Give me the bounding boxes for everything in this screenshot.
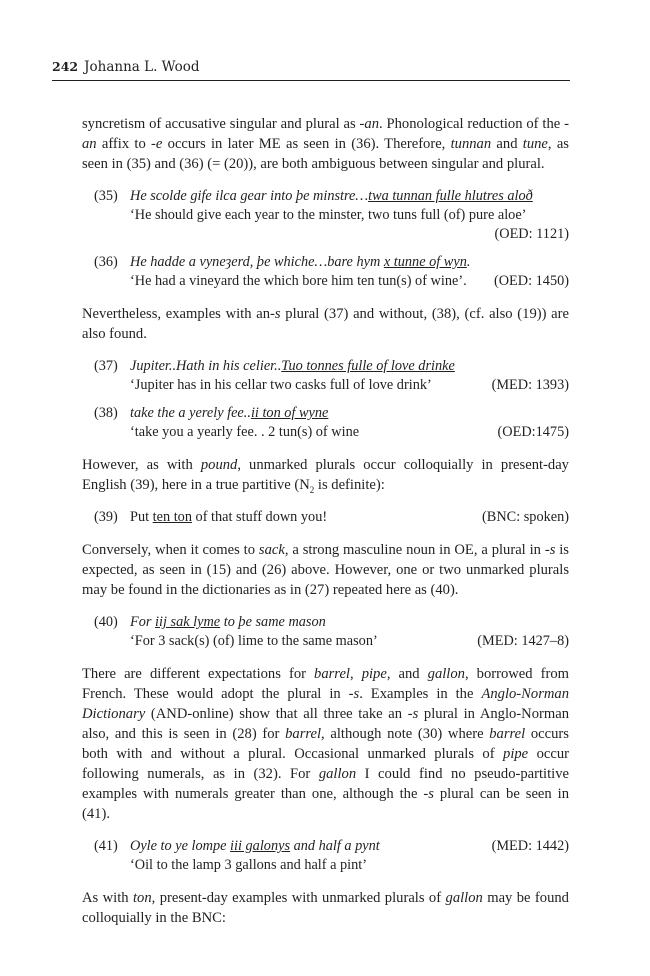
example-38 (82, 404, 569, 442)
example-text: For iij sak lyme to þe same mason (130, 614, 326, 630)
example-text: Oyle to ye lompe iii galonys and half a pynt (MED: 1442) (130, 838, 569, 854)
example-gloss: ‘take you a yearly fee. . 2 tun(s) of wine (OED:1475) (130, 424, 569, 440)
example-number: (39) (94, 509, 118, 525)
example-text: He hadde a vyneȝerd, þe whiche…bare hym x tunne of wyn. (130, 254, 471, 270)
example-source: (MED: 1427–8) (477, 633, 569, 649)
author-name: Johanna L. Wood (84, 59, 200, 75)
example-gloss: ‘Jupiter has in his cellar two casks full of love drink’ (MED: 1393) (130, 377, 569, 393)
example-37 (82, 357, 569, 395)
paragraph-4: Conversely, when it comes to sack, a strong masculine noun in OE, a plural in -s is expected, as seen in (15) and (26) above. However, one or two unmarked plurals may be found in the dictionaries as in (27) repeated here as (40). (82, 542, 569, 598)
example-gloss: ‘He should give each year to the minster, two tuns full (of) pure aloe’ (130, 207, 527, 223)
example-number: (35) (94, 188, 118, 204)
paragraph-2: Nevertheless, examples with an-s plural (37) and without, (38), (cf. also (19)) are also found. (82, 306, 570, 342)
example-number: (40) (94, 614, 118, 630)
paragraph-3: However, as with pound, unmarked plurals occur colloquially in present-day English (39), here in a true partitive ($N_2$ is definite): (82, 457, 569, 495)
example-source: (BNC: spoken) (482, 509, 569, 525)
example-41 (82, 837, 569, 875)
example-40 (82, 613, 569, 651)
example-text: Put ten ton of that stuff down you! (BNC: spoken) (130, 509, 569, 525)
example-35 (82, 187, 569, 244)
example-text: take the a yerely fee..ii ton of wyne (130, 405, 329, 421)
example-number: (38) (94, 405, 118, 421)
example-text: Jupiter..Hath in his celier..Tuo tonnes fulle of love drinke (130, 358, 455, 374)
body-text (82, 114, 569, 941)
paragraph-5: There are different expectations for barrel, pipe, and gallon, borrowed from French. These would adopt the plural in -s. Examples in the Anglo-Norman Dictionary (AND-online) show that all three take an -s plural in Anglo-Norman also, and this is seen in (28) for barrel, although note (30) where barrel occurs both with and without a plural. Occasional unmarked plurals of pipe occur following numerals, as in (32). For gallon I could find no pseudo-partitive examples with numerals greater than one, although the -s plural can be seen in (41). (82, 666, 569, 822)
example-source: (OED:1475) (497, 424, 569, 440)
header-rule (52, 80, 570, 81)
example-number: (37) (94, 358, 118, 374)
example-gloss: ‘For 3 sack(s) (of) lime to the same mason’ (MED: 1427–8) (130, 633, 569, 649)
paragraph-6: As with ton, present-day examples with unmarked plurals of gallon may be found colloquially in the BNC: (82, 890, 569, 926)
example-number: (41) (94, 838, 118, 854)
example-number: (36) (94, 254, 118, 270)
example-source: (OED: 1121) (494, 226, 569, 242)
example-39 (82, 508, 569, 527)
example-source: (MED: 1442) (491, 838, 569, 854)
example-text: He scolde gife ilca gear into þe minstre…twa tunnan fulle hlutres aloð (130, 188, 533, 204)
example-source: (MED: 1393) (491, 377, 569, 393)
example-36 (82, 253, 569, 291)
page-number: 242 (52, 59, 79, 74)
running-head (52, 58, 570, 76)
example-source: (OED: 1450) (493, 273, 569, 289)
paragraph-1: syncretism of accusative singular and plural as -an. Phonological reduction of the -an affix to -e occurs in later ME as seen in (36). Therefore, tunnan and tune, as seen in (35) and (36) (= (20)), are both ambiguous between singular and plural. (82, 116, 569, 172)
example-gloss: ‘He had a vineyard the which bore him ten tun(s) of wine’. (OED: 1450) (130, 273, 569, 289)
example-gloss: ‘Oil to the lamp 3 gallons and half a pint’ (130, 857, 368, 873)
